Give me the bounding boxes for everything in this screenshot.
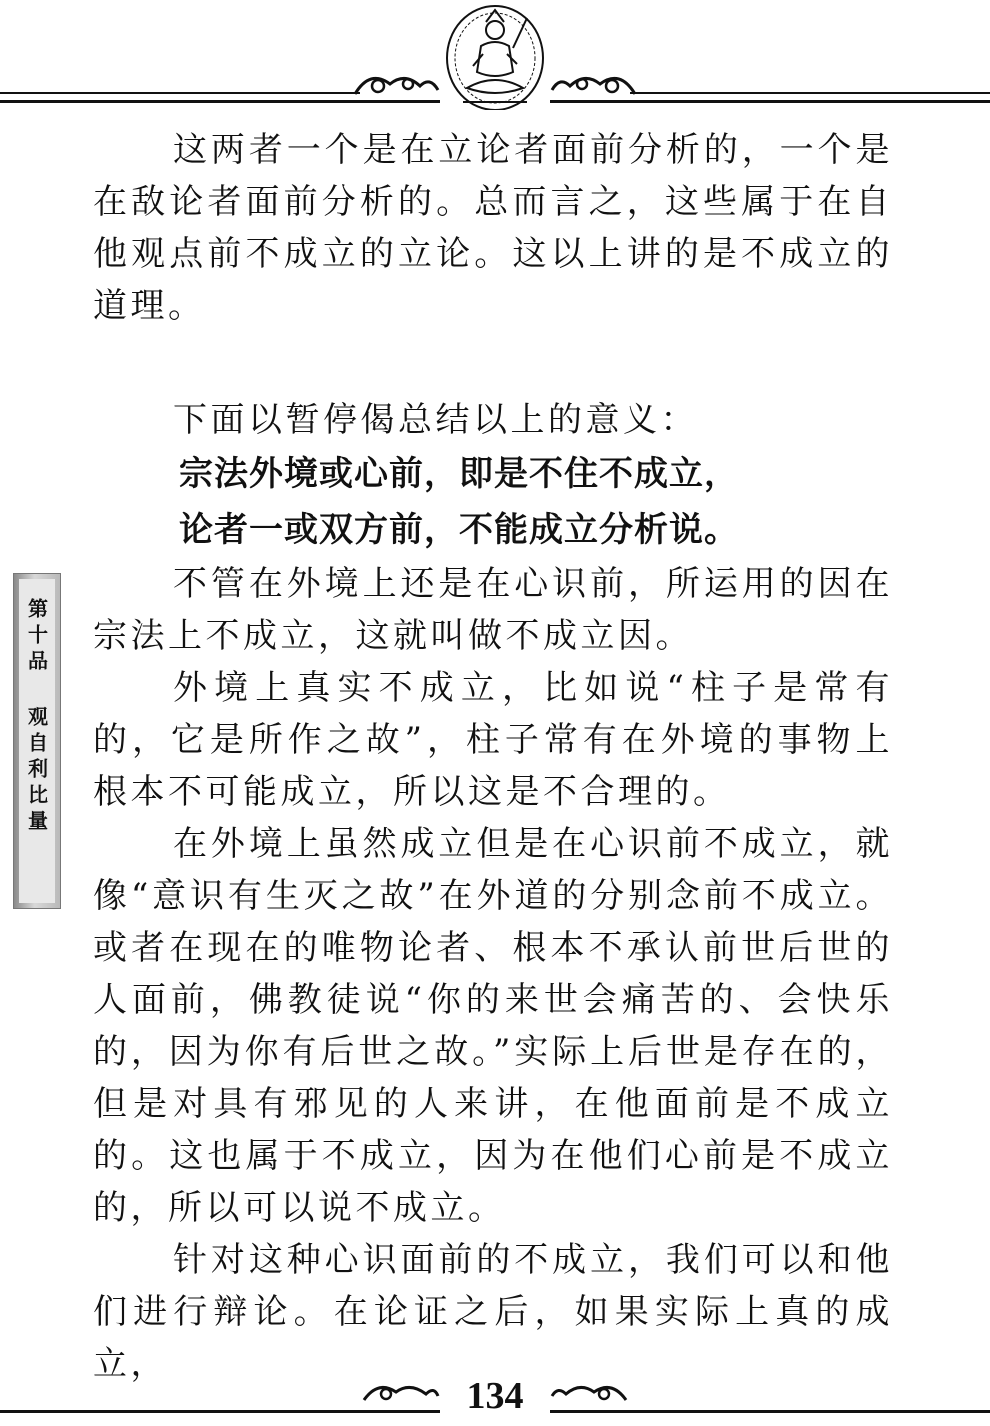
header-rule-right-top — [630, 92, 990, 94]
page-body — [93, 124, 893, 1390]
verse-line: 宗法外境或心前，即是不住不成立， — [179, 454, 739, 494]
chapter-side-tab — [13, 573, 61, 909]
body-paragraph: 在外境上虽然成立但是在心识前不成立，就像“意识有生灭之故”在外道的分别念前不成立。或者在现在的唯物论者、根本不承认前世后世的人面前，佛教徒说“你的来世会痛苦的、会快乐的，因为你有后世之故。”实际上后世是存在的，但是对具有邪见的人来讲，在他面前是不成立的。这也属于不成立，因为在他们心前是不成立的，所以可以说不成立。 — [93, 824, 893, 1228]
page-number: 134 — [466, 1375, 524, 1417]
page-footer — [0, 1370, 990, 1426]
seated-deity-figure-icon — [443, 2, 547, 110]
body-paragraph: 针对这种心识面前的不成立，我们可以和他们进行辩论。在论证之后，如果实际上真的成立， — [93, 1240, 893, 1384]
body-paragraph: 外境上真实不成立，比如说“柱子是常有的，它是所作之故”，柱子常有在外境的事物上根本不可能成立，所以这是不合理的。 — [93, 668, 893, 812]
verse-line: 论者一或双方前，不能成立分析说。 — [179, 510, 739, 550]
header-rule-left-top — [0, 92, 360, 94]
cloud-scroll-ornament-icon — [350, 64, 440, 104]
cloud-scroll-ornament-icon — [550, 64, 640, 104]
body-paragraph: 不管在外境上还是在心识前，所运用的因在宗法上不成立，这就叫做不成立因。 — [93, 564, 893, 656]
page-header — [0, 0, 990, 120]
chapter-title: 第十品 观自利比量 — [24, 598, 49, 836]
paragraph-gap — [93, 332, 893, 394]
verse-intro: 下面以暂停偈总结以上的意义： — [173, 400, 698, 440]
body-paragraph: 这两者一个是在立论者面前分析的，一个是在敌论者面前分析的。总而言之，这些属于在自他观点前不成立的立论。这以上讲的是不成立的道理。 — [93, 130, 893, 326]
